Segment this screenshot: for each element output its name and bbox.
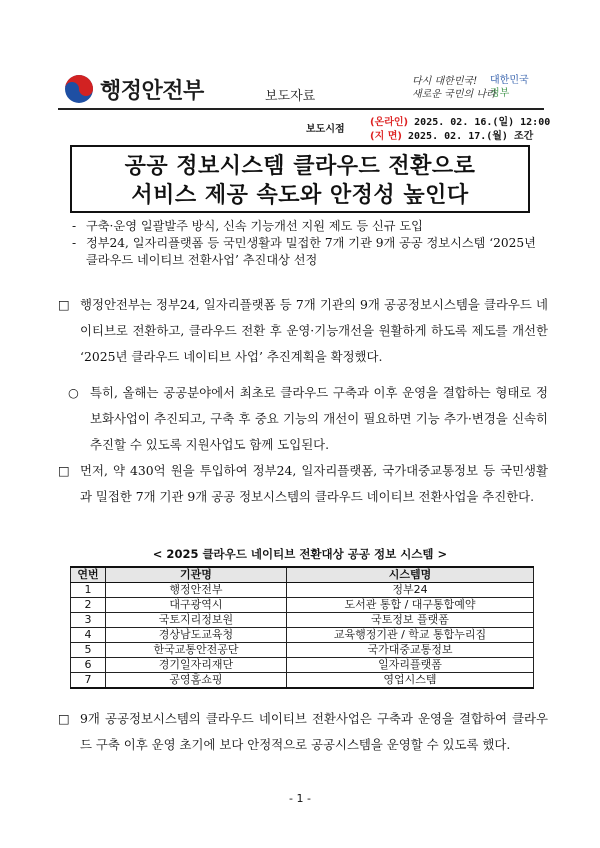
cell-no: 3 [71, 613, 106, 628]
table-caption: < 2025 클라우드 네이티브 전환대상 공공 정보 시스템 > [152, 547, 448, 561]
dash-bullet: - [72, 219, 77, 233]
release-label: 보도시점 [306, 124, 345, 135]
systems-table [70, 566, 534, 689]
slogan-line2: 새로운 국민의 나라 [412, 89, 496, 100]
cell-no: 7 [71, 673, 106, 689]
table-row [71, 583, 534, 598]
cell-no: 4 [71, 628, 106, 643]
cell-agency: 경기일자리재단 [106, 658, 287, 673]
cell-system: 일자리플랫폼 [287, 658, 534, 673]
subtitle-text: 구축·운영 일괄발주 방식, 신속 기능개선 지원 제도 등 신규 도입 [86, 219, 423, 233]
cell-system: 국토정보 플랫폼 [287, 613, 534, 628]
release-online-tag: (온라인) [370, 117, 409, 128]
subtitle-list [72, 218, 542, 269]
subtitle-text: 정부24, 일자리플랫폼 등 국민생활과 밀접한 7개 기관 9개 공공 정보시스템 ‘2025년 클라우드 네이티브 전환사업’ 추진대상 선정 [86, 236, 536, 267]
table-row [71, 658, 534, 673]
cell-no: 1 [71, 583, 106, 598]
cell-no: 5 [71, 643, 106, 658]
paragraph-2 [68, 380, 548, 458]
press-release-label: 보도자료 [265, 89, 316, 104]
subtitle-item [72, 218, 542, 235]
headline-box [70, 145, 530, 213]
government-logo-line1: 대한민국 [490, 75, 529, 86]
government-logo-line2: 정부 [490, 88, 510, 99]
square-bullet-icon: □ [58, 297, 70, 312]
paragraph-text: 행정안전부는 정부24, 일자리플랫폼 등 7개 기관의 9개 공공정보시스템을 클라우드 네이티브로 전환하고, 클라우드 전환 후 운영·기능개선을 원활하게 하도록 제도를 개선한 ‘2025년 클라우드 네이티브 사업’ 추진계획을 확정했다. [80, 297, 548, 364]
square-bullet-icon: □ [58, 711, 70, 726]
cell-system: 도서관 통합 / 대구통합예약 [287, 598, 534, 613]
header-divider [58, 108, 544, 110]
cell-agency: 한국교통안전공단 [106, 643, 287, 658]
headline-line1: 공공 정보시스템 클라우드 전환으로 [124, 154, 476, 179]
cell-agency: 국토지리정보원 [106, 613, 287, 628]
paragraph-text: 먼저, 약 430억 원을 투입하여 정부24, 일자리플랫폼, 국가대중교통정보 등 국민생활과 밀접한 7개 기관 9개 공공 정보시스템의 클라우드 네이티브 전환사업을 추진한다. [80, 463, 548, 504]
table-row [71, 643, 534, 658]
paragraph-4 [58, 706, 548, 758]
paragraph-1 [58, 292, 548, 370]
table-row [71, 598, 534, 613]
cell-agency: 대구광역시 [106, 598, 287, 613]
ministry-name: 행정안전부 [100, 78, 204, 104]
subtitle-item [72, 235, 542, 269]
paragraph-text: 특히, 올해는 공공분야에서 최초로 클라우드 구축과 이후 운영을 결합하는 형태로 정보화사업이 추진되고, 구축 후 중요 기능의 개선이 필요하면 기능 추가·변경을 신속히 추진할 수 있도록 지원사업도 함께 도입된다. [90, 385, 548, 452]
release-online-date: 2025. 02. 16.(일) 12:00 [414, 117, 551, 128]
slogan-line1: 다시 대한민국! [412, 76, 478, 87]
release-paper-tag: (지 면) [370, 131, 402, 142]
table-header-row [71, 567, 534, 583]
cell-system: 교육행정기관 / 학교 통합누리집 [287, 628, 534, 643]
cell-no: 2 [71, 598, 106, 613]
header-no: 연번 [71, 567, 106, 583]
circle-bullet-icon: ○ [68, 385, 79, 400]
cell-agency: 공영홈쇼핑 [106, 673, 287, 689]
cell-system: 정부24 [287, 583, 534, 598]
slogan [412, 75, 496, 101]
header-agency: 기관명 [106, 567, 287, 583]
paragraph-3 [58, 458, 548, 510]
release-paper-date: 2025. 02. 17.(월) 조간 [407, 131, 534, 142]
ministry-logo [64, 72, 204, 106]
square-bullet-icon: □ [58, 463, 70, 478]
dash-bullet: - [72, 236, 77, 250]
table-row [71, 613, 534, 628]
header-system: 시스템명 [287, 567, 534, 583]
table-row [71, 628, 534, 643]
table-row [71, 673, 534, 689]
government-logo [490, 74, 529, 100]
cell-system: 영업시스템 [287, 673, 534, 689]
page-number: - 1 - [289, 792, 311, 805]
cell-system: 국가대중교통정보 [287, 643, 534, 658]
headline-line2: 서비스 제공 속도와 안정성 높인다 [131, 183, 469, 208]
cell-agency: 행정안전부 [106, 583, 287, 598]
cell-no: 6 [71, 658, 106, 673]
taegeuk-emblem-icon [64, 74, 94, 104]
cell-agency: 경상남도교육청 [106, 628, 287, 643]
paragraph-text: 9개 공공정보시스템의 클라우드 네이티브 전환사업은 구축과 운영을 결합하여 클라우드 구축 이후 운영 초기에 보다 안정적으로 공공시스템을 운영할 수 있도록 했다. [80, 711, 548, 752]
